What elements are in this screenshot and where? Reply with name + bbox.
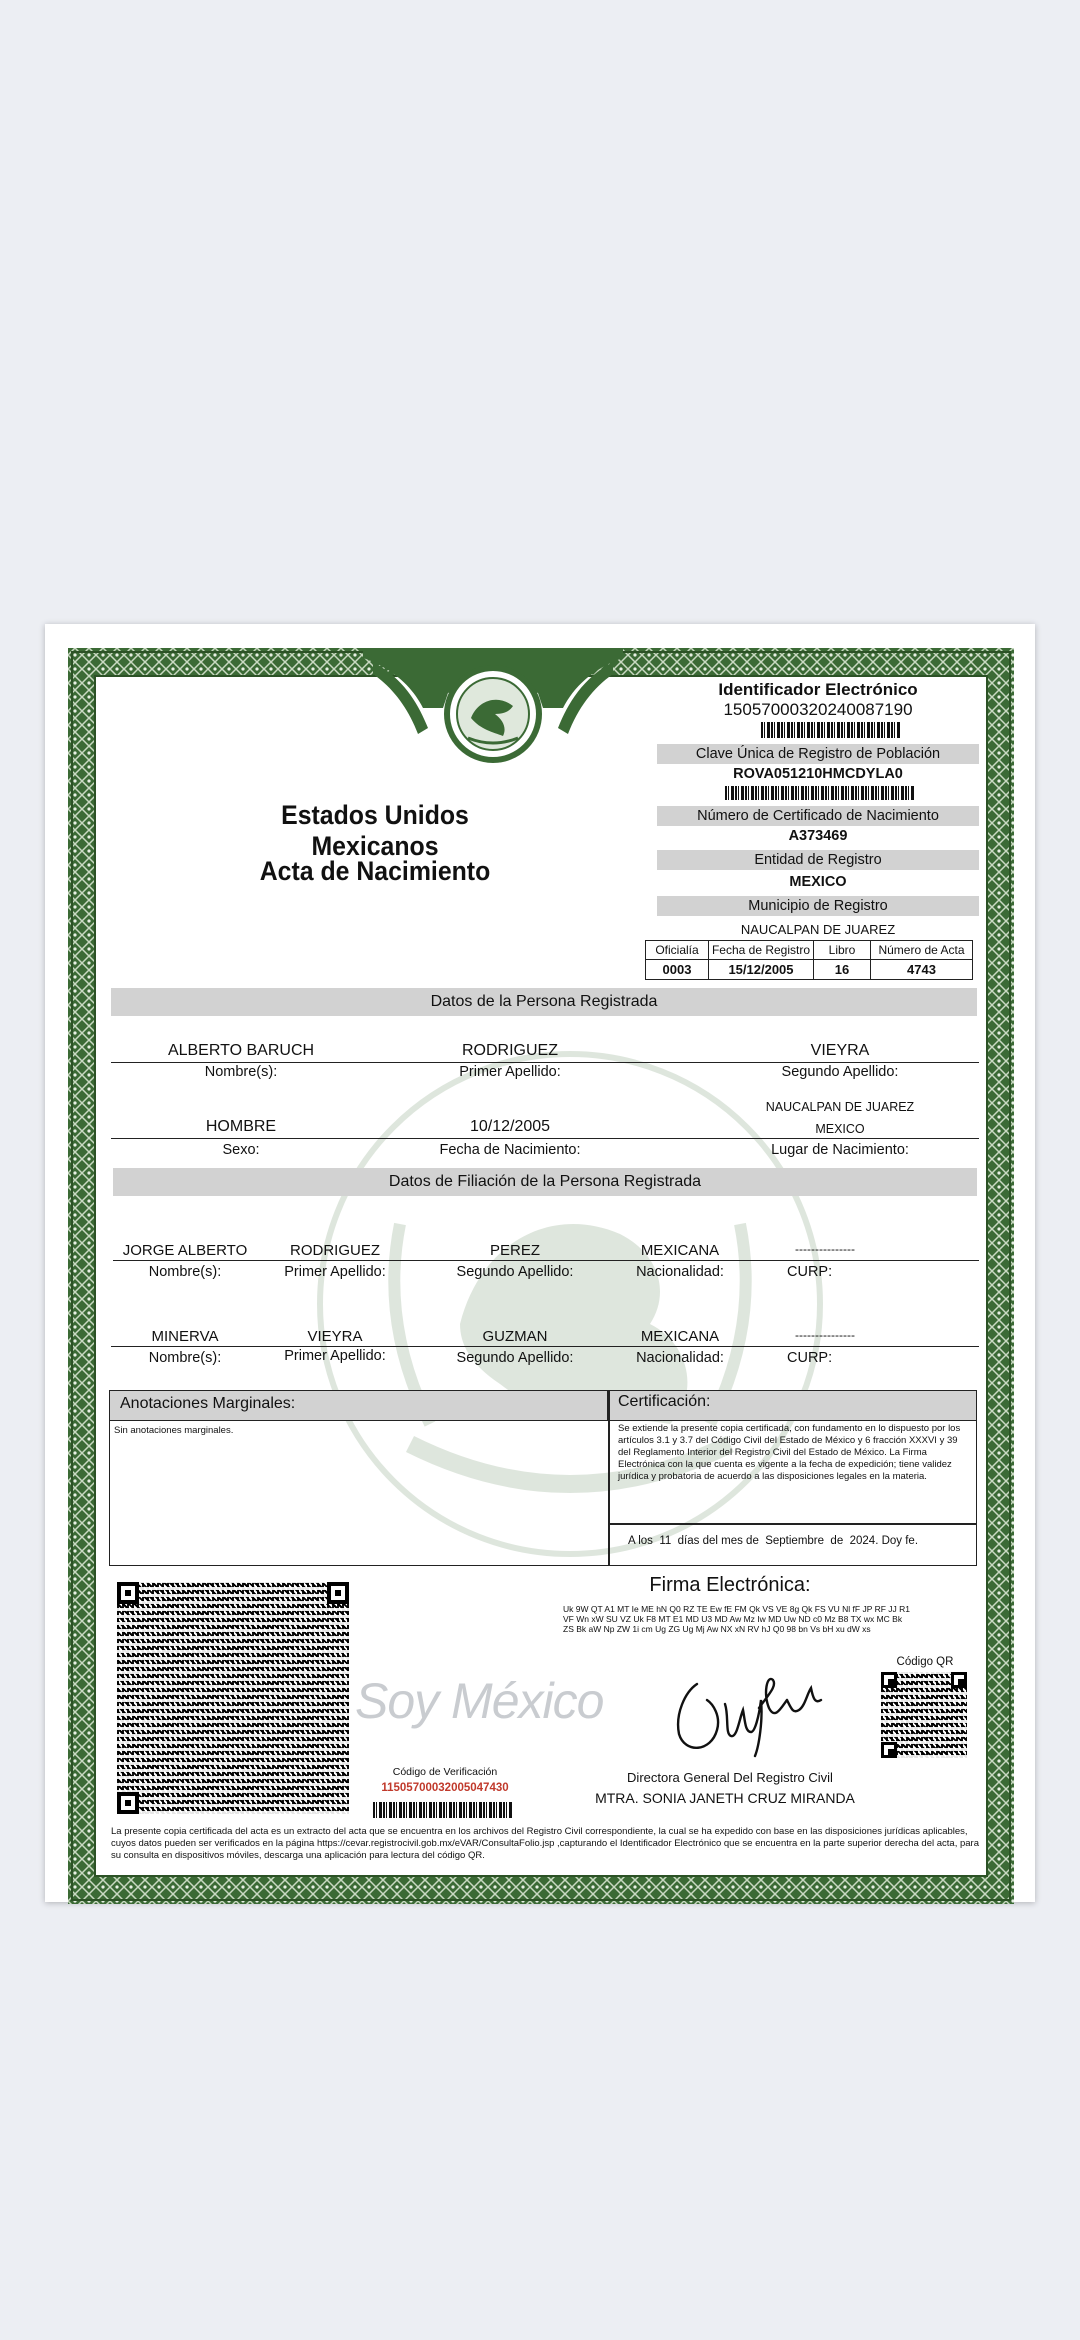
sexo-label: Sexo: (222, 1142, 260, 1158)
lugar-nacimiento-line2: MEXICO (815, 1122, 865, 1136)
country-title: Estados Unidos Mexicanos (281, 800, 469, 861)
qr-label: Código QR (896, 1656, 954, 1668)
persona-primer-apellido: RODRIGUEZ (462, 1042, 558, 1059)
numero-acta-value: 4743 (871, 960, 973, 980)
persona-segundo-apellido: VIEYRA (810, 1042, 870, 1059)
nombre-label: Nombre(s): (204, 1064, 278, 1080)
curp-barcode (725, 786, 915, 800)
primer-apellido-label: Primer Apellido: (459, 1064, 561, 1080)
vertical-divider (608, 1391, 610, 1565)
padre-nacionalidad-label: Nacionalidad: (636, 1264, 724, 1280)
persona-fecha-nacimiento: 10/12/2005 (469, 1118, 551, 1135)
fecha-registro-value: 15/12/2005 (709, 960, 814, 980)
municipio-label: Municipio de Registro (657, 896, 979, 916)
padre-segundo-label: Segundo Apellido: (456, 1264, 574, 1280)
small-qr-code (881, 1672, 967, 1758)
certificacion-text: Se extiende la presente copia certificada, con fundamento en lo dispuesto por los artículos 3.1 y 3.7 del Código Civil del Estado de México y 6 fracción XXXVI y 39 del Reglamento Interior del Registro Civil del Estado de México. La Firma Electrónica con la que cuenta es vigente a la fecha de expedición; tiene validez jurídica y probatoria de acuerdo a las disposiciones legales en la materia. (618, 1423, 961, 1482)
filiacion-section-header: Datos de Filiación de la Persona Registrada (113, 1168, 977, 1196)
divider (111, 1346, 979, 1347)
padre-curp: --------------- (795, 1242, 855, 1256)
madre-nacionalidad-label: Nacionalidad: (636, 1350, 724, 1366)
madre-primer-apellido: VIEYRA (307, 1328, 363, 1345)
slogan: Soy México (355, 1673, 604, 1729)
verificacion-barcode (373, 1802, 513, 1818)
padre-curp-label: CURP: (787, 1264, 833, 1280)
verificacion-label: Código de Verificación (392, 1766, 498, 1778)
madre-curp-label: CURP: (787, 1350, 833, 1366)
padre-nombre: JORGE ALBERTO (122, 1242, 248, 1259)
horizontal-divider (608, 1523, 976, 1525)
oficialia-value: 0003 (646, 960, 709, 980)
certificado-value: A373469 (788, 828, 848, 844)
oficialia-header: Oficialía (646, 941, 709, 960)
lugar-nacimiento-line1: NAUCALPAN DE JUAREZ (765, 1100, 915, 1114)
identificador-value: 150570003202400871​90 (723, 700, 913, 719)
madre-segundo-apellido: GUZMAN (482, 1328, 548, 1345)
divider (111, 1138, 979, 1139)
numero-acta-header: Número de Acta (871, 941, 973, 960)
divider (113, 1260, 979, 1261)
madre-nacionalidad: MEXICANA (640, 1328, 720, 1345)
firma-nombre: MTRA. SONIA JANETH CRUZ MIRANDA (595, 1790, 855, 1806)
certificacion-fecha: A los 11 días del mes de Septiembre de 2024. Doy fe. (628, 1535, 919, 1547)
madre-nombre-label: Nombre(s): (148, 1350, 222, 1366)
persona-nombre: ALBERTO BARUCH (167, 1042, 315, 1059)
madre-curp: --------------- (795, 1328, 855, 1342)
document-title: Acta de Nacimiento (259, 856, 491, 886)
firma-cargo: Directora General Del Registro Civil (627, 1770, 833, 1785)
entidad-value: MEXICO (789, 874, 847, 890)
footer-legal-text: La presente copia certificada del acta es un extracto del acta que se encuentra en los archivos del Registro Civil correspondiente, la cual se ha expedido con base en las disposiciones jurídicas aplicables, cuyos datos pueden ser verificados en la página https://cevar.registrocivil.gob.mx/eVAR/ConsultaFolio.jsp ,capturando el Identificador Electrónico que se encuentra en la parte superior derecha del acta, para su consulta en dispositivos móviles, descarga una aplicación para lectura del código QR. (111, 1826, 979, 1861)
crest-ornament (363, 648, 623, 766)
municipio-value: NAUCALPAN DE JUAREZ (740, 922, 896, 937)
verificacion-value: 115057000320050474​30 (381, 1782, 509, 1794)
padre-nacionalidad: MEXICANA (640, 1242, 720, 1259)
anotaciones-label: Anotaciones Marginales: (120, 1395, 296, 1412)
padre-nombre-label: Nombre(s): (148, 1264, 222, 1280)
segundo-apellido-label: Segundo Apellido: (781, 1064, 899, 1080)
firma-label: Firma Electrónica: (649, 1574, 811, 1596)
divider (111, 1062, 979, 1063)
madre-segundo-label: Segundo Apellido: (456, 1350, 574, 1366)
padre-primer-label: Primer Apellido: (284, 1264, 386, 1280)
anotaciones-text: Sin anotaciones marginales. (114, 1425, 234, 1436)
identificador-barcode (761, 722, 901, 738)
padre-primer-apellido: RODRIGUEZ (290, 1242, 380, 1259)
persona-sexo: HOMBRE (205, 1118, 277, 1135)
madre-nombre: MINERVA (151, 1328, 219, 1345)
lugar-nacimiento-label: Lugar de Nacimiento: (771, 1142, 909, 1158)
curp-value: ROVA051210HMCDYLA0 (733, 766, 903, 782)
curp-label: Clave Única de Registro de Población (657, 744, 979, 764)
libro-value: 16 (814, 960, 871, 980)
identificador-label: Identificador Electrónico (718, 680, 918, 699)
signature-image (655, 1664, 825, 1760)
padre-segundo-apellido: PEREZ (489, 1242, 540, 1259)
large-qr-code (117, 1582, 349, 1814)
libro-header: Libro (814, 941, 871, 960)
persona-section-header: Datos de la Persona Registrada (111, 988, 977, 1016)
fecha-nacimiento-label: Fecha de Nacimiento: (439, 1142, 581, 1158)
fecha-registro-header: Fecha de Registro (709, 941, 814, 960)
certificate-page (45, 624, 1035, 1902)
certificado-label: Número de Certificado de Nacimiento (657, 806, 979, 826)
certificacion-label: Certificación: (618, 1393, 711, 1410)
registro-table (645, 940, 973, 980)
entidad-label: Entidad de Registro (657, 850, 979, 870)
firma-hash: Uk 9W QT A1 MT Ie ME hN Q0 RZ TE Ew fE FM Qk VS VE 8g Qk FS VU Nl fF JP RF JJ R1 VF Wn xW SU VZ Uk F8 MT E1 MD U3 MD Aw Mz Iw MD Uw ND c0 Mz B8 TX wx MC Bk ZS Bk aW Np ZW 1i cm Ug ZG Ug Mj Aw NX xN RV hJ Q0 98 bn Vs bH xu dW xs (563, 1604, 910, 1634)
madre-primer-label: Primer Apellido: (284, 1348, 386, 1364)
anotaciones-certificacion-box (109, 1390, 977, 1566)
